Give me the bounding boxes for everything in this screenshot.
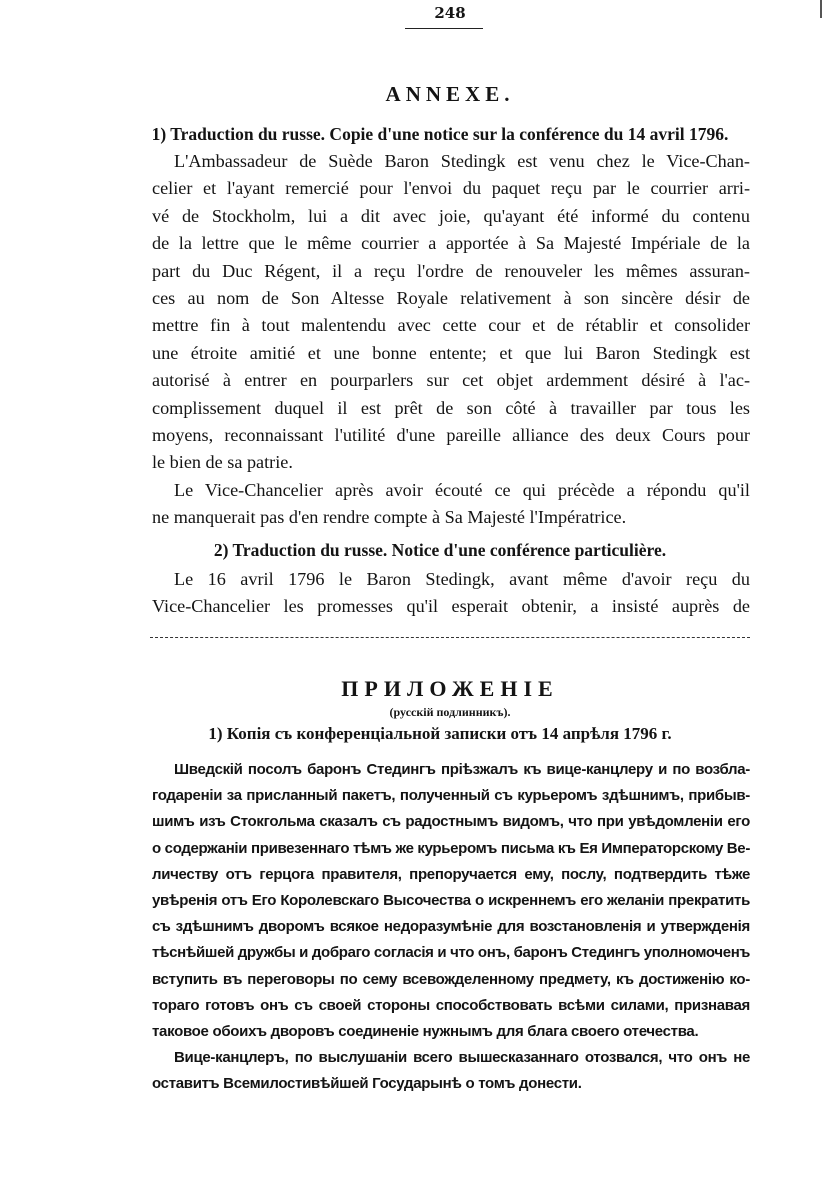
text-line: оставитъ Всемилостивѣйшей Государынѣ о томъ донести. [152, 1075, 582, 1093]
text-line: autorisé à entrer en pourparlers sur cet objet ardemment désiré à l'ac- [152, 370, 750, 391]
text-line: complissement duquel il est prêt de son côté à travailler par tous les [152, 397, 750, 418]
russian-section1-heading: 1) Копія съ конференціальной записки отъ 14 апрѣля 1796 г. [208, 724, 672, 743]
text-line: ces au nom de Son Altesse Royale relativement à son sincère désir de [152, 287, 750, 308]
text-line: Вице-канцлеръ, по выслушаніи всего вышесказаннаго отозвался, что онъ не [174, 1049, 750, 1067]
french-title: ANNEXE. [385, 82, 515, 106]
text-line: ne manquerait pas d'en rendre compte à Sa Majesté l'Impératrice. [152, 507, 627, 528]
text-line: таковое обоихъ дворовъ соединеніе нужнымъ для блага своего отечества. [152, 1022, 699, 1040]
russian-section1-body [152, 757, 750, 1097]
text-line: вступить въ переговоры по сему всевожделенному предмету, къ достиженію ко- [152, 970, 750, 988]
text-line: годареніи за присланный пакетъ, полученный съ курьеромъ здѣшнимъ, прибыв- [152, 787, 750, 805]
text-line: le bien de sa patrie. [152, 452, 293, 473]
text-line: L'Ambassadeur de Suède Baron Stedingk est venu chez le Vice-Chan- [174, 151, 750, 171]
text-line: тораго готовъ онъ съ своей стороны способствовать всѣми силами, признавая [152, 996, 750, 1014]
french-section2-heading: 2) Traduction du russe. Notice d'une conférence particulière. [213, 540, 667, 560]
text-line: une étroite amitié et une bonne entente; et que lui Baron Stedingk est [152, 342, 750, 363]
text-line: Vice-Chancelier les promesses qu'il esperait obtenir, a insisté auprès de [152, 596, 750, 617]
text-line: увѣренія отъ Его Королевскаго Высочества о искреннемъ его желаніи прекратить [152, 891, 750, 909]
text-line: mettre fin à tout malentendu avec cette cour et de rétablir et consolider [152, 315, 750, 336]
text-line: шимъ изъ Стокгольма сказалъ съ радостнымъ видомъ, что при увѣдомленіи его [152, 813, 750, 831]
text-line: тѣснѣйшей дружбы и добраго согласія и что онъ, баронъ Стедингъ уполномоченъ [152, 944, 750, 962]
section-divider [150, 637, 750, 638]
text-line: Le Vice-Chancelier après avoir écouté ce qui précède a répondu qu'il [174, 479, 750, 500]
french-section2-body [152, 566, 750, 621]
text-line: о содержаніи привезеннаго тѣмъ же курьеромъ письма къ Ея Императорскому Ве- [152, 839, 750, 857]
text-line: Le 16 avril 1796 le Baron Stedingk, avant même d'avoir reçu du [174, 569, 750, 589]
text-line: de la lettre que le même courrier a apportée à Sa Majesté Impériale de la [152, 233, 750, 254]
text-line: moyens, reconnaissant l'utilité d'une pareille alliance des deux Cours pour [152, 424, 750, 445]
text-line: Шведскій посолъ баронъ Стедингъ пріѣзжалъ къ вице-канцлеру и по возбла- [174, 761, 750, 778]
scan-edge-mark [820, 0, 822, 18]
french-section1-body [152, 148, 750, 531]
text-line: vé de Stockholm, lui a dit avec joie, qu'ayant été informé du contenu [152, 205, 750, 226]
text-line: part du Duc Régent, il a reçu l'ordre de renouveler les mêmes assuran- [152, 260, 750, 281]
russian-subtitle: (русскій подлинникъ). [389, 705, 511, 719]
page-number: 248 [434, 4, 466, 22]
text-line: съ здѣшнимъ дворомъ всякое недоразумѣніе для возстановленія и утвержденія [152, 918, 750, 936]
text-line: личеству отъ герцога правителя, препоручается ему, послу, подтвердить тѣже [152, 865, 750, 883]
text-line: celier et l'ayant remercié pour l'envoi du paquet reçu par le courrier arri- [152, 178, 750, 199]
russian-title: ПРИЛОЖЕНIЕ [341, 676, 559, 701]
french-section1-heading: 1) Traduction du russe. Copie d'une notice sur la conférence du 14 avril 1796. [151, 124, 729, 144]
page-number-rule [405, 28, 483, 29]
